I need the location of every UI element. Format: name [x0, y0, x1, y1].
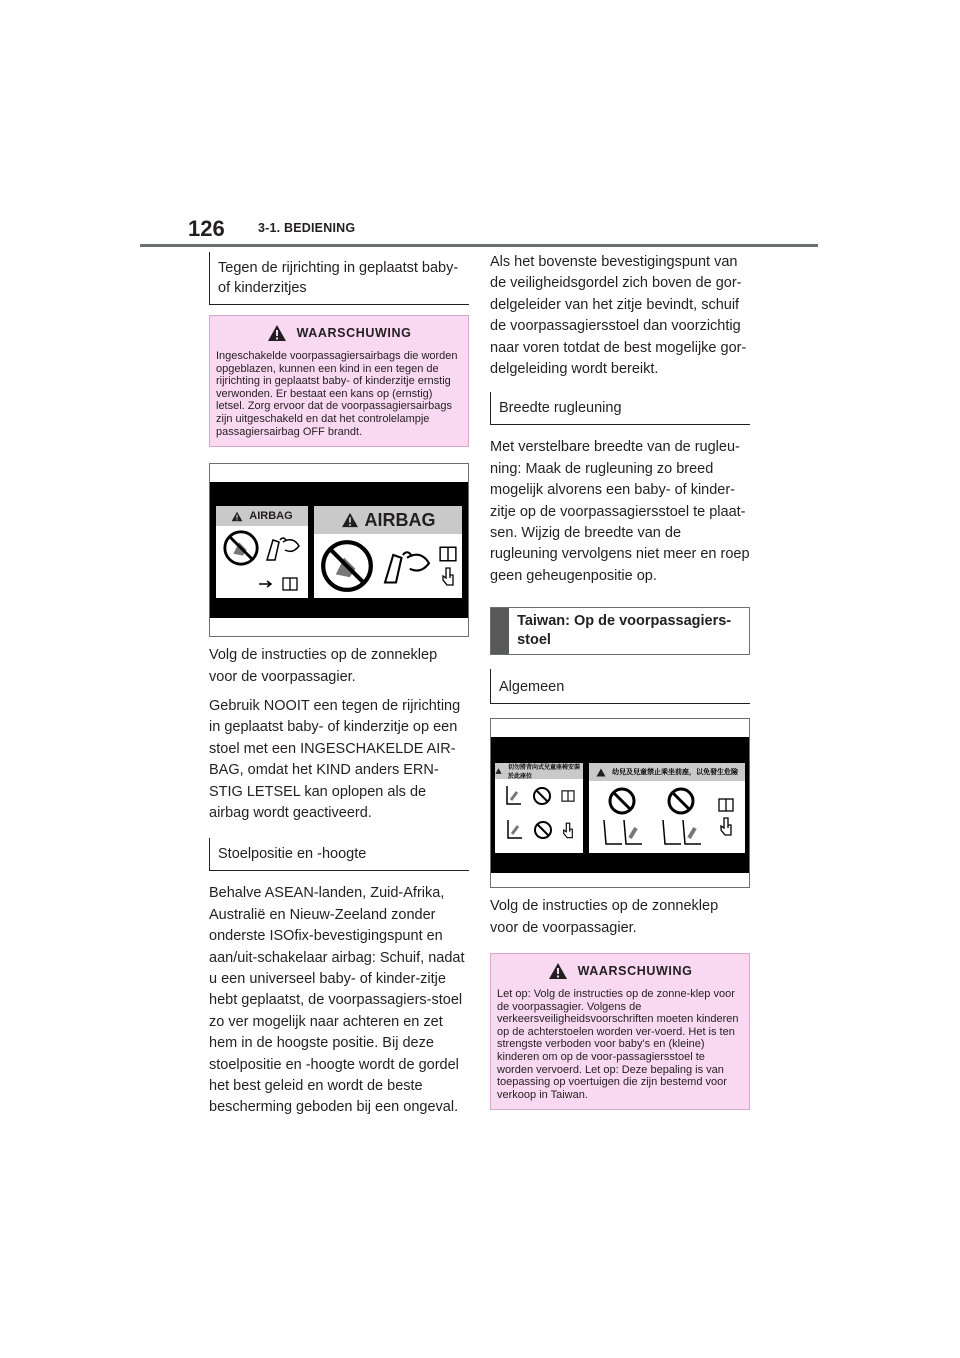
subhead-rear-facing: Tegen de rijrichting in geplaatst baby- of kinderzitjes	[209, 252, 469, 305]
manual-book-icon	[282, 577, 298, 591]
warning-triangle-icon	[267, 324, 287, 342]
left-column	[209, 252, 469, 1127]
header-rule	[140, 244, 818, 247]
prohibited-icon	[607, 786, 637, 816]
prohibited-icon	[666, 786, 696, 816]
warning-body: Let op: Volg de instructies op de zonne-klep voor de voorpassagier. Volgens de verkeersveiligheidsvoorschriften moeten kinderen op de achterstoelen worden ver-voerd. Het is ten strengste verboden voor baby's en (kleine) kinderen om op de voor-passagiersstoel te worden vervoerd. Let op: Deze bepaling is van toepassing op voertuigen die zijn bestemd voor verkoop in Taiwan.	[491, 986, 749, 1109]
warning-box-airbag	[209, 315, 469, 447]
child-in-seat-icon	[659, 816, 703, 848]
warning-triangle-icon	[231, 511, 243, 522]
taiwan-label-large-text: 幼兒及兒童禁止乘坐前座，以免發生危險	[612, 769, 738, 777]
airbag-label-small	[216, 506, 308, 598]
page-number: 126	[188, 216, 225, 241]
paragraph-belt-guide: Als het bovenste bevestigingspunt van de veiligheidsgordel zich boven de gor-delgeleider van het zitje bevindt, schuif de voorpassagiersstoel dan voorzichtig naar voren totdat de best mogelijke gor-delgeleiding wordt bereikt.	[490, 254, 747, 378]
no-rear-facing-seat-icon	[319, 538, 375, 594]
warning-triangle-icon	[596, 768, 606, 777]
child-seat-icon	[504, 818, 524, 842]
right-column	[490, 252, 750, 1126]
no-rear-facing-seat-icon	[222, 529, 260, 567]
prohibited-icon	[532, 786, 552, 806]
manual-book-icon	[439, 546, 457, 562]
airbag-deploy-icon	[263, 532, 303, 564]
pointing-hand-icon	[258, 578, 276, 590]
chapter-title: 3-1. BEDIENING	[258, 221, 356, 235]
airbag-label-large	[314, 506, 462, 598]
paragraph-never-use: Gebruik NOOIT een tegen de rijrichting in geplaatst baby- of kinderzitje op een stoel met een INGESCHAKELDE AIR-BAG, omdat het KIND anders ERN-STIG LETSEL kan oplopen als de airbag wordt geactiveerd.	[209, 697, 461, 821]
manual-book-icon	[718, 798, 734, 812]
warning-triangle-icon	[548, 962, 568, 980]
warning-title: WAARSCHUWING	[577, 964, 693, 979]
taiwan-label-large	[589, 763, 745, 853]
paragraph-follow-instructions: Volg de instructies op de zonneklep voor de voorpassagier.	[209, 647, 438, 685]
taiwan-label-small	[495, 763, 583, 853]
airbag-label-small-text: AIRBAG	[249, 510, 293, 523]
warning-triangle-icon	[495, 767, 502, 775]
pointing-hand-icon	[441, 566, 455, 586]
subhead-backrest-width: Breedte rugleuning	[490, 392, 750, 425]
manual-book-icon	[561, 790, 575, 802]
airbag-label-large-text: AIRBAG	[364, 509, 436, 530]
paragraph-backrest-width: Met verstelbare breedte van de rugleu-ning: Maak de rugleuning zo breed mogelijk alvorens een baby- of kinder-zitje op de voorpassagiersstoel te plaat-sen. Wijzig de breedte van de rugleuning vervolgens niet meer en roep geen geheugenpositie op.	[490, 439, 750, 584]
subhead-seat-position: Stoelpositie en -hoogte	[209, 838, 469, 871]
taiwan-label-figure	[490, 718, 750, 888]
airbag-label-figure	[209, 463, 469, 637]
pointing-hand-icon	[562, 821, 574, 839]
prohibited-icon	[533, 820, 553, 840]
warning-body: Ingeschakelde voorpassagiersairbags die worden opgeblazen, kunnen een kind in een tegen de rijrichting in geplaatst baby- of kinderzitje ernstig verwonden. Er bestaat een kans op (ernstig) letsel. Zorg ervoor dat de voorpassagiersairbags zijn uitgeschakeld en dat het controlelampje passagiersairbag OFF brandt.	[210, 348, 468, 446]
child-seat-icon	[503, 784, 523, 808]
subhead-general: Algemeen	[490, 669, 750, 704]
pointing-hand-icon	[719, 816, 733, 836]
paragraph-seat-position: Behalve ASEAN-landen, Zuid-Afrika, Australië en Nieuw-Zeeland zonder onderste ISOfix-bevestigingspunt en aan/uit-schakelaar airbag: Schuif, nadat u een universeel baby- of kinder-zitje hebt geplaatst, de voorpassagiers-stoel zo ver mogelijk naar achteren en zet hem in de hoogste positie. Bij deze stoelpositie en -hoogte wordt de gordel het best geleid en wordt de beste bescherming geboden bij een ongeval.	[209, 885, 465, 1116]
section-taiwan	[490, 607, 750, 655]
warning-box-taiwan	[490, 953, 750, 1110]
warning-triangle-icon	[341, 512, 359, 528]
paragraph-follow-instructions-taiwan: Volg de instructies op de zonneklep voor de voorpassagier.	[490, 898, 719, 936]
warning-title: WAARSCHUWING	[296, 326, 412, 340]
taiwan-label-small-text: 切勿將背向式兒童座椅安裝於此座位	[508, 765, 581, 781]
airbag-deploy-icon	[378, 544, 436, 588]
child-in-seat-icon	[600, 816, 644, 848]
section-taiwan-title: Taiwan: Op de voorpassagiers-stoel	[517, 613, 732, 649]
